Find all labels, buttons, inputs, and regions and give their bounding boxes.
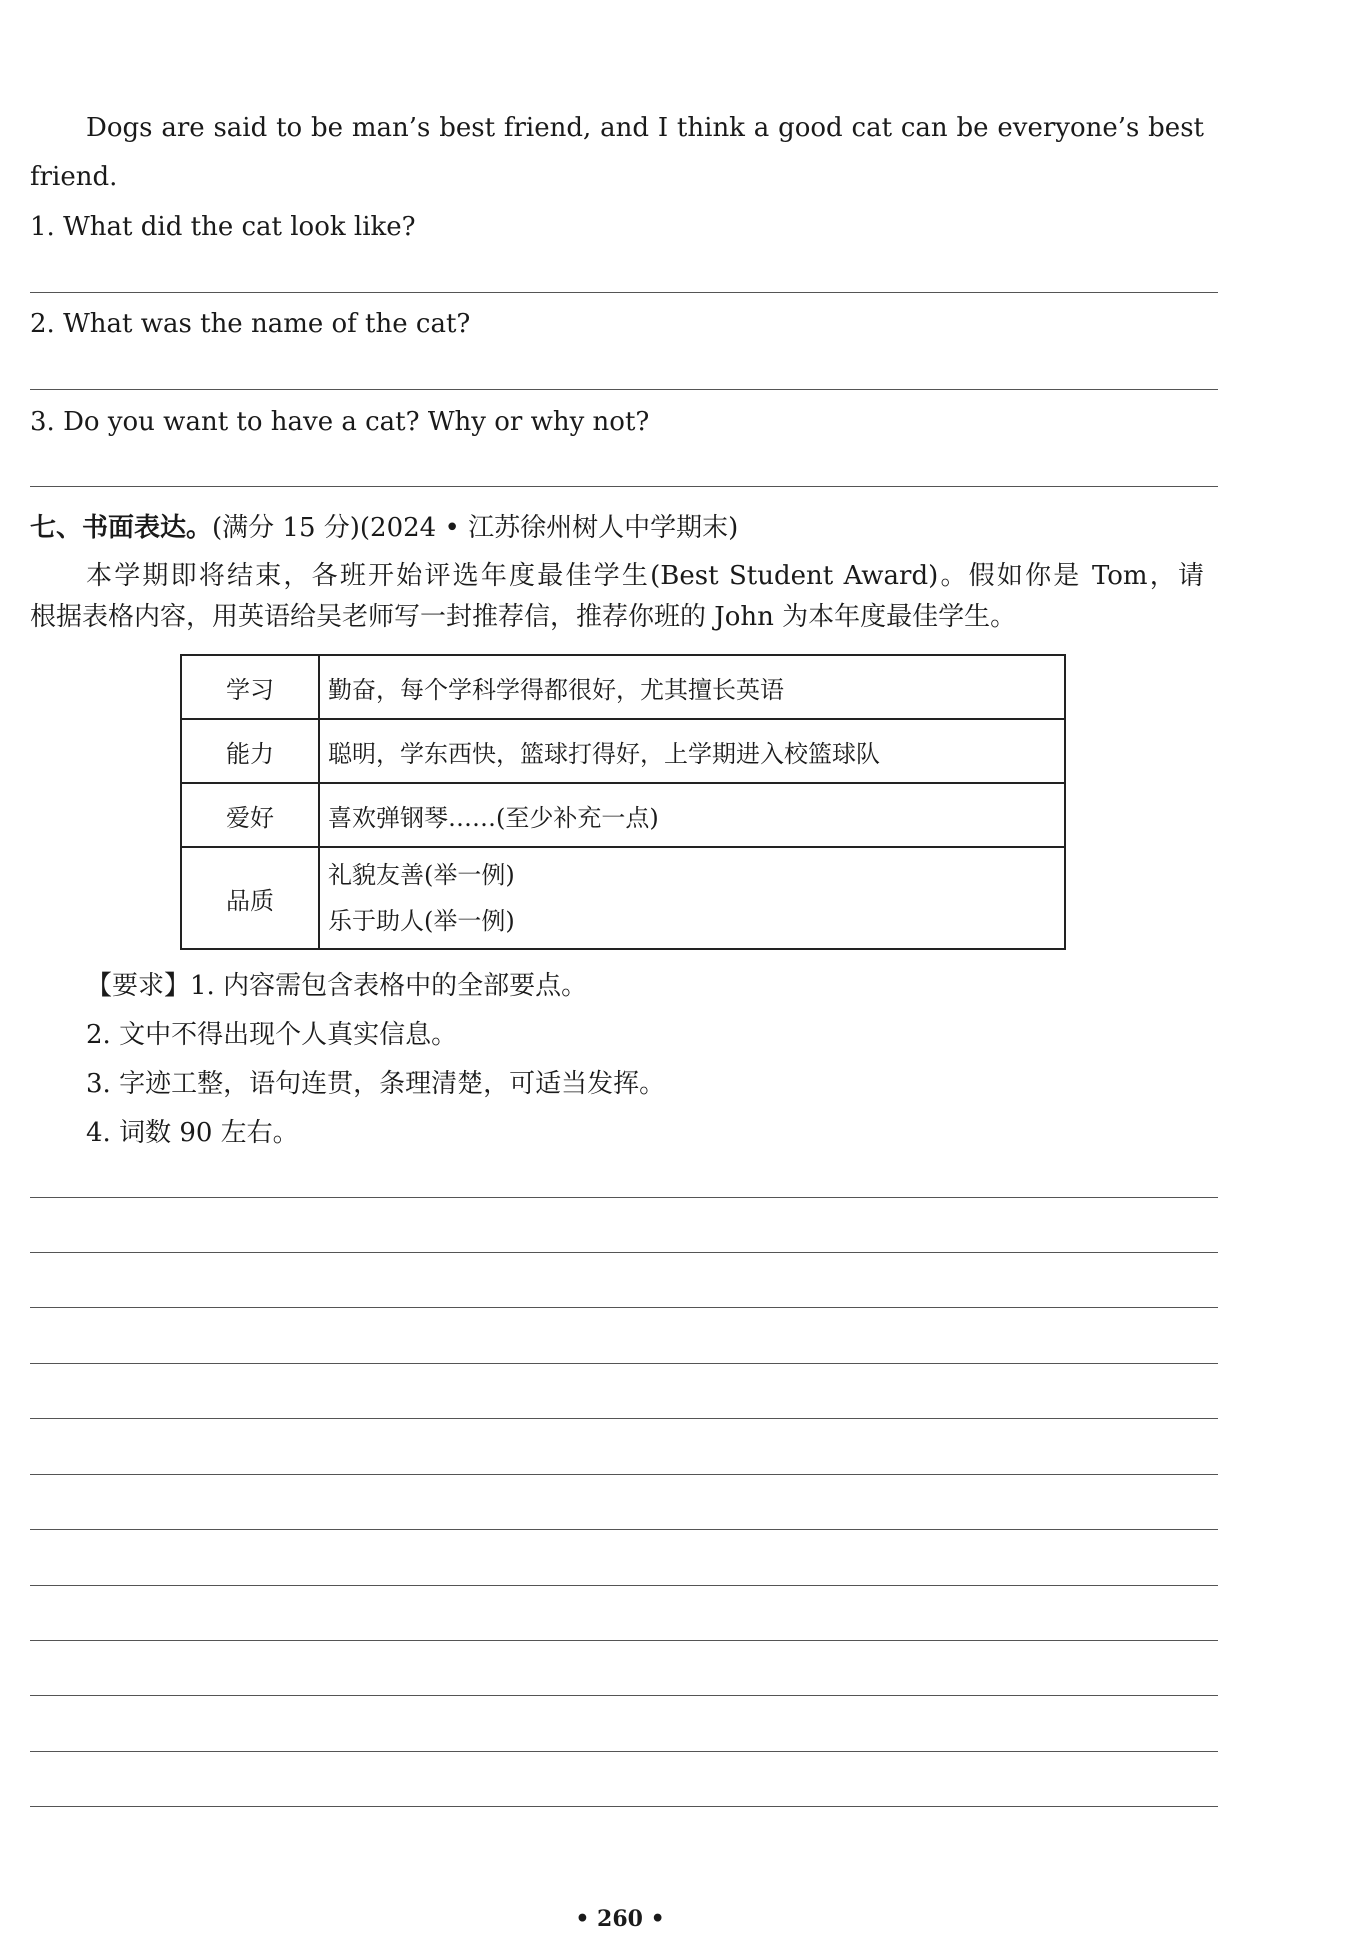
page-number: • 260 • — [575, 1906, 665, 1932]
table-value-ability: 聪明，学东西快，篮球打得好，上学期进入校篮球队 — [319, 719, 1065, 783]
table-key-quality: 品质 — [181, 847, 319, 949]
writing-line[interactable] — [30, 1474, 1218, 1475]
passage-line-1: Dogs are said to be man’s best friend, and I think a good cat can be everyone’s best — [86, 113, 1204, 143]
section-7-meta: (满分 15 分)(2024 • 江苏徐州树人中学期末) — [212, 513, 739, 543]
passage-line-2: friend. — [30, 162, 118, 192]
requirement-4: 4. 词数 90 左右。 — [86, 1118, 299, 1148]
table-value-study: 勤奋，每个学科学得都很好，尤其擅长英语 — [319, 655, 1065, 719]
table-value-hobby: 喜欢弹钢琴……(至少补充一点) — [319, 783, 1065, 847]
writing-line[interactable] — [30, 1806, 1218, 1807]
requirement-1 — [86, 973, 587, 999]
requirement-1-text: 1. 内容需包含表格中的全部要点。 — [190, 971, 588, 1001]
writing-line[interactable] — [30, 1751, 1218, 1752]
writing-line[interactable] — [30, 1529, 1218, 1530]
table-key-hobby: 爱好 — [181, 783, 319, 847]
table-row — [181, 783, 1065, 847]
prompt-line-1: 本学期即将结束，各班开始评选年度最佳学生(Best Student Award)。假如你是 Tom，请 — [86, 561, 1204, 591]
answer-line-2[interactable] — [30, 389, 1218, 390]
table-row — [181, 655, 1065, 719]
writing-line[interactable] — [30, 1640, 1218, 1641]
writing-line[interactable] — [30, 1363, 1218, 1364]
answer-line-3[interactable] — [30, 486, 1218, 487]
question-3: 3. Do you want to have a cat? Why or why not? — [30, 407, 650, 437]
section-7-heading — [30, 507, 738, 544]
writing-line[interactable] — [30, 1418, 1218, 1419]
table-key-study: 学习 — [181, 655, 319, 719]
writing-line[interactable] — [30, 1585, 1218, 1586]
prompt-line-2: 根据表格内容，用英语给吴老师写一封推荐信，推荐你班的 John 为本年度最佳学生。 — [30, 602, 1017, 632]
writing-line[interactable] — [30, 1252, 1218, 1253]
requirement-3: 3. 字迹工整，语句连贯，条理清楚，可适当发挥。 — [86, 1069, 666, 1099]
info-table — [180, 654, 1066, 950]
question-2: 2. What was the name of the cat? — [30, 309, 471, 339]
table-key-ability: 能力 — [181, 719, 319, 783]
table-row — [181, 847, 1065, 949]
writing-line[interactable] — [30, 1197, 1218, 1198]
answer-line-1[interactable] — [30, 292, 1218, 293]
requirement-2: 2. 文中不得出现个人真实信息。 — [86, 1020, 458, 1050]
table-row — [181, 719, 1065, 783]
writing-line[interactable] — [30, 1307, 1218, 1308]
table-value-quality — [319, 847, 1065, 949]
quality-line-1: 礼貌友善(举一例) — [328, 861, 515, 889]
writing-line[interactable] — [30, 1695, 1218, 1696]
quality-line-2: 乐于助人(举一例) — [328, 907, 515, 935]
requirements-label: 【要求】 — [86, 971, 191, 1001]
section-7-title: 七、书面表达。 — [30, 513, 213, 543]
question-1: 1. What did the cat look like? — [30, 212, 416, 242]
